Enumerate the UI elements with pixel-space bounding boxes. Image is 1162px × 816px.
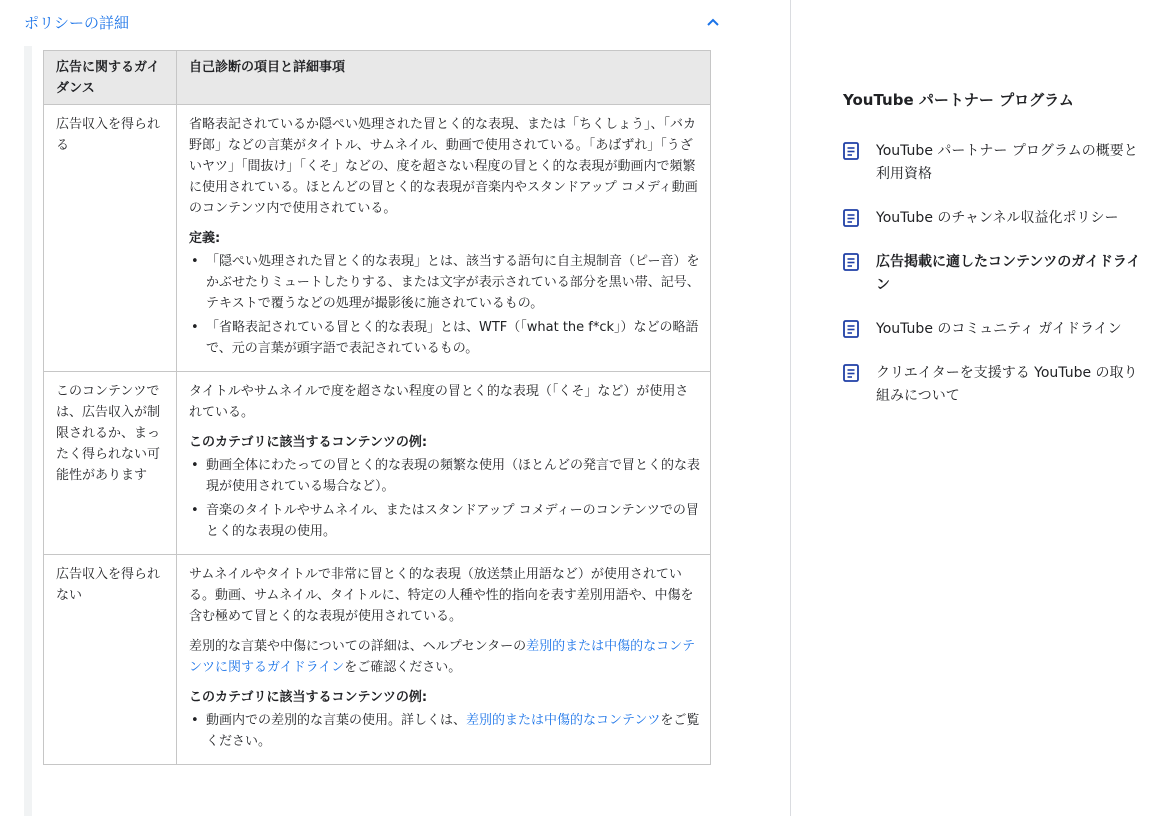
accordion-content-rule xyxy=(24,46,32,816)
list-item: • 「省略表記されている冒とく的な表現」とは、WTF（「what the f*ck」）などの略語で、元の言葉が頭字語で表記されているもの。 xyxy=(189,317,700,359)
sidebar-item-label: クリエイターを支援する YouTube の取り組みについて xyxy=(876,365,1138,404)
details-note xyxy=(189,636,700,678)
policy-details-accordion-toggle[interactable] xyxy=(24,8,722,36)
details-list xyxy=(189,251,700,359)
chevron-up-icon[interactable] xyxy=(704,13,722,31)
document-icon xyxy=(843,142,859,160)
sidebar-item-label: YouTube のコミュニティ ガイドライン xyxy=(876,321,1122,337)
details-cell xyxy=(177,105,711,372)
guidance-cell: このコンテンツでは、広告収入が制限されるか、まったく得られない可能性があります xyxy=(44,372,177,555)
hateful-content-guideline-link[interactable]: 差別的または中傷的なコンテンツに関するガイドライン xyxy=(189,639,696,675)
table-row xyxy=(44,105,711,372)
table-row xyxy=(44,555,711,765)
note-text-after: をご確認ください。 xyxy=(344,660,462,675)
bullet-text-after: をご覧ください。 xyxy=(206,713,700,749)
sidebar-item-advertiser-friendly[interactable] xyxy=(843,251,1143,297)
sidebar-item-label: 広告掲載に適したコンテンツのガイドライン xyxy=(876,254,1141,293)
details-cell xyxy=(177,555,711,765)
table-row xyxy=(44,372,711,555)
column-header-self-check: 自己診断の項目と詳細事項 xyxy=(177,51,711,105)
guidance-cell: 広告収入を得られる xyxy=(44,105,177,372)
hateful-content-link[interactable]: 差別的または中傷的なコンテンツ xyxy=(466,713,661,728)
details-subheading: このカテゴリに該当するコンテンツの例: xyxy=(189,435,428,450)
details-subheading: 定義: xyxy=(189,231,221,246)
guidance-cell: 広告収入を得られない xyxy=(44,555,177,765)
document-icon xyxy=(843,320,859,338)
document-icon xyxy=(843,364,859,382)
details-intro: サムネイルやタイトルで非常に冒とく的な表現（放送禁止用語など）が使用されている。動画、サムネイル、タイトルに、特定の人種や性的指向を表す差別用語や、中傷を含む極めて冒とく的な表現が使用されている。 xyxy=(189,567,694,624)
document-icon xyxy=(843,253,859,271)
details-list xyxy=(189,710,700,752)
sidebar-item-monetization-policy[interactable] xyxy=(843,207,1143,230)
table-header-row xyxy=(44,51,711,105)
sidebar-nav xyxy=(843,140,1143,429)
document-icon xyxy=(843,209,859,227)
policy-table xyxy=(43,50,711,765)
bullet-text-before: 動画内での差別的な言葉の使用。詳しくは、 xyxy=(206,713,467,728)
column-header-guidance: 広告に関するガイダンス xyxy=(44,51,177,105)
sidebar-item-label: YouTube パートナー プログラムの概要と利用資格 xyxy=(876,143,1138,182)
sidebar xyxy=(791,0,1162,816)
sidebar-title: YouTube パートナー プログラム xyxy=(843,91,1074,109)
list-item: • 「隠ぺい処理された冒とく的な表現」とは、該当する語句に自主規制音（ピー音）をかぶせたりミュートしたりする、または文字が表示されている部分を黒い帯、記号、テキストで覆うなどの処理が撮影後に施されているもの。 xyxy=(189,251,700,314)
list-item: • 動画全体にわたっての冒とく的な表現の頻繁な使用（ほとんどの発言で冒とく的な表現が使用されている場合など）。 xyxy=(189,455,700,497)
sidebar-item-creator-support[interactable] xyxy=(843,362,1143,408)
details-intro: タイトルやサムネイルで度を超さない程度の冒とく的な表現（「くそ」など）が使用されている。 xyxy=(189,384,689,420)
list-item xyxy=(189,710,700,752)
details-subheading: このカテゴリに該当するコンテンツの例: xyxy=(189,690,428,705)
details-cell xyxy=(177,372,711,555)
note-text-before: 差別的な言葉や中傷についての詳細は、ヘルプセンターの xyxy=(189,639,527,654)
list-item: • 音楽のタイトルやサムネイル、またはスタンドアップ コメディーのコンテンツでの冒とく的な表現の使用。 xyxy=(189,500,700,542)
details-intro: 省略表記されているか隠ぺい処理された冒とく的な表現、または「ちくしょう」、「バカ野郎」などの言葉がタイトル、サムネイル、動画で使用されている。「あばずれ」「うざいヤツ」「間抜け」「くそ」などの、度を超さない程度の冒とく的な表現が動画内で頻繁に使用されている。ほとんどの冒とく的な表現が音楽内やスタンドアップ コメディ動画のコンテンツ内で使用されている。 xyxy=(189,117,698,216)
sidebar-item-label: YouTube のチャンネル収益化ポリシー xyxy=(876,210,1119,226)
accordion-title: ポリシーの詳細 xyxy=(24,13,130,32)
details-list xyxy=(189,455,700,542)
sidebar-item-ypp-overview[interactable] xyxy=(843,140,1143,186)
sidebar-item-community-guidelines[interactable] xyxy=(843,318,1143,341)
